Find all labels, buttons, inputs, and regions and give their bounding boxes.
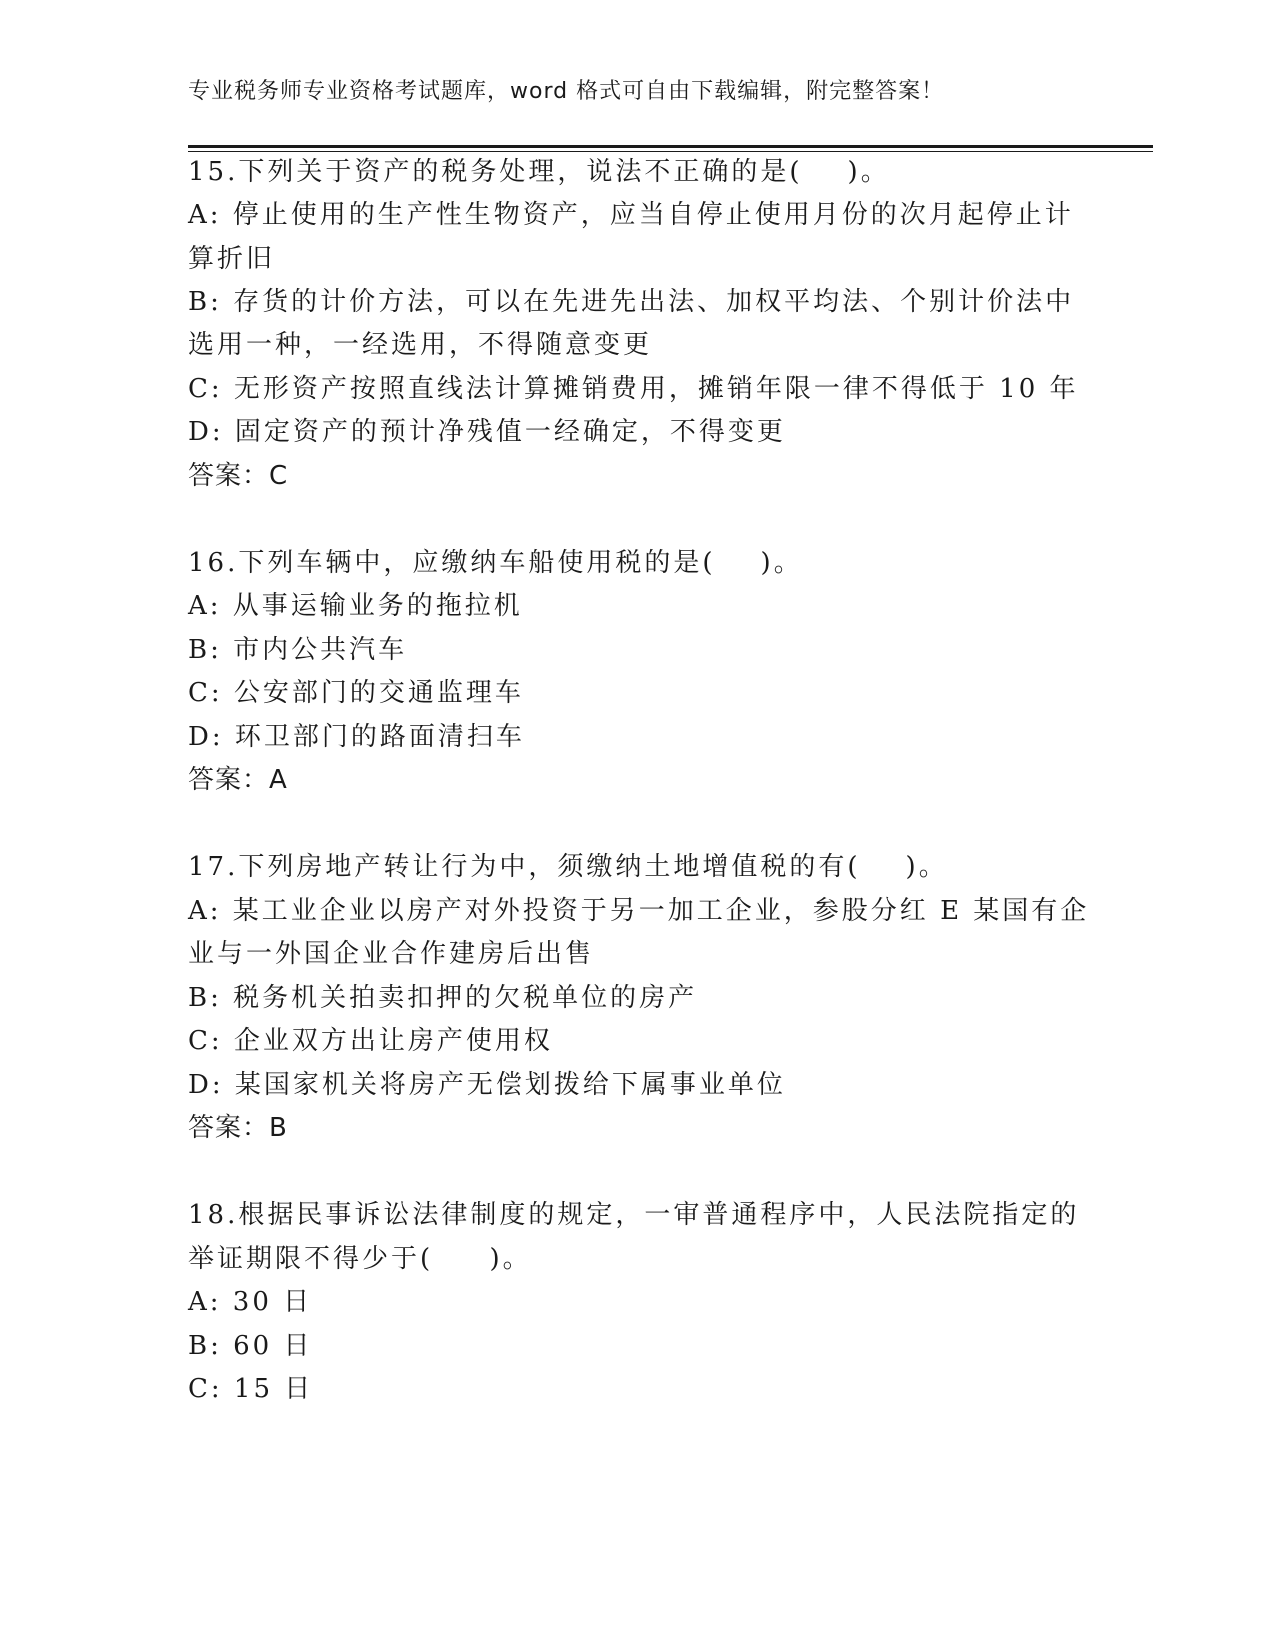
question-17-option-c: C: 企业双方出让房产使用权: [188, 1026, 553, 1056]
question-15-option-a-cont: 算折旧: [188, 244, 276, 274]
question-18-stem: 18.根据民事诉讼法律制度的规定，一审普通程序中，人民法院指定的: [188, 1200, 1080, 1230]
question-15-option-c: C: 无形资产按照直线法计算摊销费用，摊销年限一律不得低于 10 年: [188, 374, 1079, 404]
header-rule-thin: [188, 151, 1153, 152]
question-15-answer: 答案：C: [188, 461, 289, 491]
question-15-stem: 15.下列关于资产的税务处理，说法不正确的是( )。: [188, 157, 890, 187]
question-17-stem: 17.下列房地产转让行为中，须缴纳土地增值税的有( )。: [188, 852, 948, 882]
question-15-option-d: D: 固定资产的预计净残值一经确定，不得变更: [188, 417, 786, 447]
question-18-option-a: A: 30 日: [188, 1287, 313, 1317]
question-16-option-a: A: 从事运输业务的拖拉机: [188, 591, 523, 621]
question-16-option-c: C: 公安部门的交通监理车: [188, 678, 524, 708]
question-17-answer: 答案：B: [188, 1113, 288, 1143]
question-17-option-a-cont: 业与一外国企业合作建房后出售: [188, 939, 595, 969]
question-16-stem: 16.下列车辆中，应缴纳车船使用税的是( )。: [188, 548, 803, 578]
question-16-option-b: B: 市内公共汽车: [188, 635, 408, 665]
question-18-option-c: C: 15 日: [188, 1374, 314, 1404]
question-16-answer: 答案：A: [188, 765, 288, 795]
page-header: 专业税务师专业资格考试题库，word 格式可自由下载编辑，附完整答案！: [188, 79, 945, 104]
question-15-option-a: A: 停止使用的生产性生物资产，应当自停止使用月份的次月起停止计: [188, 200, 1074, 230]
question-15-option-b-cont: 选用一种，一经选用，不得随意变更: [188, 330, 653, 360]
question-17-option-b: B: 税务机关拍卖扣押的欠税单位的房产: [188, 983, 698, 1013]
question-17-option-a: A: 某工业企业以房产对外投资于另一加工企业，参股分红 E 某国有企: [188, 896, 1090, 926]
question-17-option-d: D: 某国家机关将房产无偿划拨给下属事业单位: [188, 1070, 786, 1100]
question-18-stem-cont: 举证期限不得少于( )。: [188, 1244, 532, 1274]
question-15-option-b: B: 存货的计价方法，可以在先进先出法、加权平均法、个别计价法中: [188, 287, 1075, 317]
question-18-option-b: B: 60 日: [188, 1331, 313, 1361]
question-16-option-d: D: 环卫部门的路面清扫车: [188, 722, 525, 752]
header-rule-thick: [188, 145, 1153, 148]
